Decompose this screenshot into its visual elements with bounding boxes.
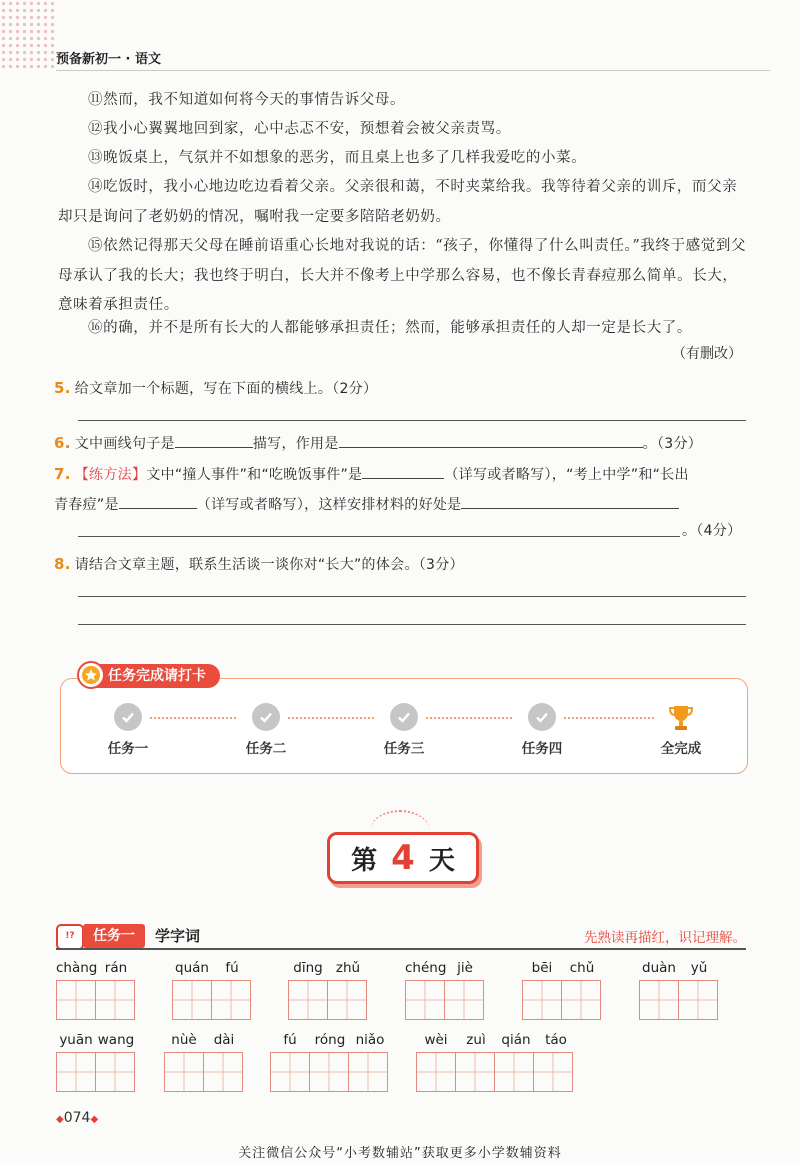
pinyin: qián: [501, 1032, 531, 1048]
pinyin: niǎo: [355, 1032, 385, 1048]
word-grid-nuedai[interactable]: [164, 1028, 244, 1092]
tian-grid-cell[interactable]: [328, 980, 367, 1020]
pinyin: róng: [314, 1032, 346, 1048]
question-number: 7.: [54, 465, 71, 483]
tian-grid-cell[interactable]: [204, 1052, 243, 1092]
checkin-step-label: 任务三: [383, 741, 425, 757]
pinyin: fú: [225, 960, 239, 976]
tian-grid-cell[interactable]: [495, 1052, 534, 1092]
question-text: 请结合文章主题，联系生活谈一谈你对“长大”的体会。（3分）: [74, 557, 464, 573]
question-5: [54, 378, 377, 398]
question-number: 8.: [54, 555, 71, 573]
diamond-icon: ◆: [90, 1114, 99, 1125]
question-number: 5.: [54, 379, 71, 397]
checkin-step-complete[interactable]: [646, 703, 716, 757]
tian-grid-cell[interactable]: [416, 1052, 456, 1092]
paragraph-15: ⑮依然记得那天父母在睡前语重心长地对我说的话：“孩子，你懂得了什么叫责任。”我终于感觉到父母承认了我的长大；我也终于明白，长大并不像考上中学那么容易，也不像长青春痘那么简单。长大，意味着承担责任。: [58, 238, 747, 313]
paragraph-16: ⑯的确，并不是所有长大的人都能够承担责任；然而，能够承担责任的人却一定是长大了。: [88, 320, 692, 336]
pinyin: zhǔ: [335, 960, 361, 976]
answer-line-q8-1[interactable]: [78, 596, 746, 597]
pinyin: táo: [545, 1032, 567, 1048]
word-grid-yuanwang[interactable]: [56, 1028, 136, 1092]
pinyin: zuì: [466, 1032, 486, 1048]
tian-grid-cell[interactable]: [534, 1052, 573, 1092]
page-number-text: 074: [63, 1110, 91, 1126]
question-7-score: 。（4分）: [682, 523, 742, 539]
section-underline: [56, 948, 746, 950]
tian-grid-cell[interactable]: [172, 980, 212, 1020]
word-grid-beichu[interactable]: [522, 956, 602, 1020]
day-number: 4: [391, 838, 415, 878]
checkin-step-1[interactable]: [93, 703, 163, 757]
pinyin: bēi: [531, 960, 553, 976]
answer-line-q8-2[interactable]: [78, 624, 746, 625]
blank-description-type[interactable]: [175, 447, 253, 448]
question-number: 6.: [54, 434, 71, 452]
blank-detail-1[interactable]: [362, 478, 444, 479]
header-divider: [56, 70, 770, 71]
section-title: 学字词: [155, 927, 201, 945]
corner-dot-pattern: [0, 0, 56, 70]
question-text: （详写或者略写），“考上中学”和“长出: [444, 467, 689, 483]
paragraph-13: ⑬晚饭桌上，气氛并不如想象的恶劣，而且桌上也多了几样我爱吃的小菜。: [88, 150, 587, 166]
checkin-step-label: 全完成: [660, 741, 702, 757]
paragraph-12: ⑫我小心翼翼地回到家，心中忐忑不安，预想着会被父亲责骂。: [88, 121, 511, 137]
trophy-icon: [667, 703, 695, 731]
pinyin: chǔ: [569, 960, 595, 976]
pinyin: rán: [104, 960, 128, 976]
pinyin: yuān: [59, 1032, 93, 1048]
checkin-step-label: 任务二: [245, 741, 287, 757]
checkin-title: 任务完成请打卡: [78, 664, 220, 688]
footer-notice: 关注微信公众号“小考数辅站”获取更多小学数辅资料: [238, 1146, 562, 1161]
blank-effect[interactable]: [339, 447, 643, 448]
question-mark-icon: !?: [56, 924, 84, 950]
question-6: [54, 433, 702, 453]
word-grid-weizuiqiantao[interactable]: [416, 1028, 576, 1092]
day-suffix: 天: [428, 845, 455, 876]
tian-grid-cell[interactable]: [405, 980, 445, 1020]
question-7: [54, 464, 689, 484]
word-grid-dingzhu[interactable]: [288, 956, 368, 1020]
check-icon: [114, 703, 142, 731]
check-icon: [528, 703, 556, 731]
day-title: [327, 832, 479, 884]
pinyin: duàn: [642, 960, 676, 976]
tian-grid-cell[interactable]: [639, 980, 679, 1020]
checkin-step-3[interactable]: [369, 703, 439, 757]
check-icon: [252, 703, 280, 731]
tian-grid-cell[interactable]: [522, 980, 562, 1020]
question-text: 描写，作用是: [252, 436, 339, 452]
paragraph-14: ⑭吃饭时，我小心地边吃边看着父亲。父亲很和蔼，不时夹菜给我。我等待着父亲的训斥，而父亲却只是询问了老奶奶的情况，嘱咐我一定要多陪陪老奶奶。: [58, 179, 738, 225]
tian-grid-cell[interactable]: [679, 980, 718, 1020]
blank-benefit[interactable]: [461, 508, 679, 509]
tian-grid-cell[interactable]: [96, 980, 135, 1020]
question-text: 给文章加一个标题，写在下面的横线上。（2分）: [74, 381, 378, 397]
tian-grid-cell[interactable]: [56, 1052, 96, 1092]
word-grid-chengjie[interactable]: [405, 956, 485, 1020]
blank-detail-2[interactable]: [119, 508, 197, 509]
pinyin: yǔ: [690, 960, 708, 976]
tian-grid-cell[interactable]: [270, 1052, 310, 1092]
word-grid-quanfu[interactable]: [172, 956, 252, 1020]
source-note: （有删改）: [672, 346, 742, 362]
word-grid-changran[interactable]: [56, 956, 136, 1020]
page-header: 预备新初一 · 语文: [56, 52, 161, 67]
tian-grid-cell[interactable]: [96, 1052, 135, 1092]
tian-grid-cell[interactable]: [445, 980, 484, 1020]
check-icon: [390, 703, 418, 731]
pinyin: quán: [175, 960, 209, 976]
tian-grid-cell[interactable]: [164, 1052, 204, 1092]
day-prefix: 第: [351, 845, 378, 876]
tian-grid-cell[interactable]: [562, 980, 601, 1020]
pinyin: wèi: [424, 1032, 448, 1048]
pinyin: chéng: [405, 960, 447, 976]
section-hint: 先熟读再描红，识记理解。: [584, 930, 746, 946]
tian-grid-cell[interactable]: [56, 980, 96, 1020]
answer-line-q7[interactable]: [78, 536, 680, 537]
medal-icon: [76, 660, 106, 690]
checkin-step-4[interactable]: [507, 703, 577, 757]
pinyin: dīng: [293, 960, 323, 976]
question-text: 文中画线句子是: [74, 436, 175, 452]
progress-connector: [564, 717, 654, 719]
page-number: [56, 1110, 98, 1126]
checkin-step-2[interactable]: [231, 703, 301, 757]
answer-line-q5[interactable]: [78, 420, 746, 421]
paragraph-11: ⑪然而，我不知道如何将今天的事情告诉父母。: [88, 92, 406, 108]
word-grid-duanyu[interactable]: [639, 956, 719, 1020]
question-7-line-2: [54, 494, 679, 514]
pinyin: wang: [97, 1032, 135, 1048]
method-tag: 【练方法】: [74, 467, 147, 483]
tian-grid-cell[interactable]: [349, 1052, 388, 1092]
checkin-step-label: 任务四: [521, 741, 563, 757]
question-text: （详写或者略写），这样安排材料的好处是: [196, 497, 462, 513]
pinyin: jiè: [457, 960, 473, 976]
pinyin: chàng: [56, 960, 98, 976]
question-text: 文中“撞人事件”和“吃晚饭事件”是: [146, 467, 363, 483]
tian-grid-cell[interactable]: [288, 980, 328, 1020]
pinyin: nùè: [171, 1032, 197, 1048]
checkin-step-label: 任务一: [107, 741, 149, 757]
question-text: 。（3分）: [642, 436, 703, 452]
pinyin: dài: [213, 1032, 235, 1048]
task-tag: 任务一: [83, 924, 145, 948]
tian-grid-cell[interactable]: [212, 980, 251, 1020]
question-8: [54, 554, 464, 574]
question-text: 青春痘”是: [54, 497, 119, 513]
pinyin: fú: [283, 1032, 297, 1048]
tian-grid-cell[interactable]: [456, 1052, 495, 1092]
diamond-icon: ◆: [56, 1114, 64, 1125]
word-grid-furongniao[interactable]: [270, 1028, 390, 1092]
tian-grid-cell[interactable]: [310, 1052, 349, 1092]
